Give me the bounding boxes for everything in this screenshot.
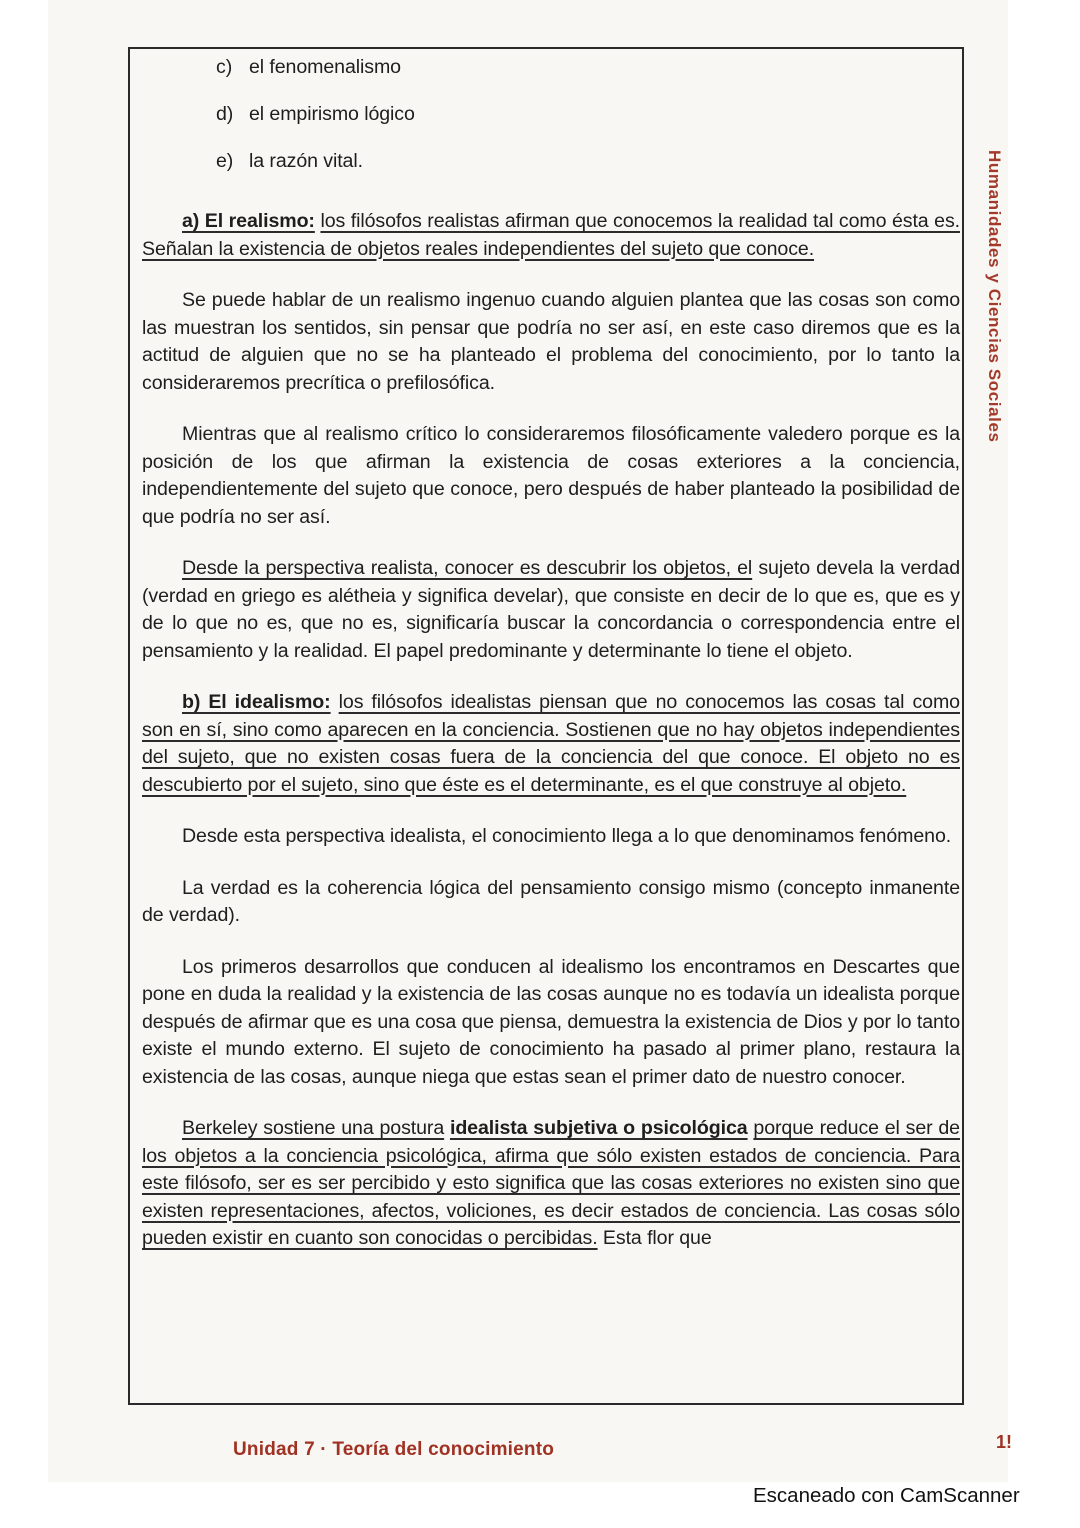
page-content (142, 50, 960, 1277)
list-item (216, 97, 960, 144)
footer-unit-title: Unidad 7 · Teoría del conocimiento (233, 1439, 555, 1460)
idealismo-heading: b) El idealismo: (182, 691, 331, 713)
berkeley-bold: idealista subjetiva o psicológica (449, 1117, 748, 1139)
realismo-definition: los filósofos realistas afirman que conocemos la realidad tal como ésta es. (320, 210, 960, 232)
paragraph-perspectiva-realista (142, 555, 960, 665)
paragraph-verdad: La verdad es la coherencia lógica del pensamiento consigo mismo (concepto inmanente de verdad). (142, 876, 960, 926)
list-text: el fenomenalismo (249, 56, 401, 78)
side-section-title: Humanidades y Ciencias Sociales (985, 150, 1004, 443)
list-text: la razón vital. (249, 150, 363, 172)
paragraph-idealismo (142, 689, 960, 799)
perspectiva-underlined: Desde la perspectiva realista, conocer es descubrir los objetos, el (182, 557, 753, 579)
berkeley-part2: porque reduce el ser de los objetos a la conciencia psicológica, afirma que sólo existen estados de conciencia. Para este filósofo, ser es ser percibido y esto significa que las cosas exteriores no existen sino que existen representaciones, afectos, voliciones, es decir estados de conciencia. Las cosas sólo pueden existir en cuanto son conocidas o percibidas. (142, 1117, 960, 1249)
list-letter: e) (216, 150, 234, 172)
realismo-heading: a) El realismo: (182, 210, 315, 232)
paragraph-realismo-ingenuo: Se puede hablar de un realismo ingenuo cuando alguien plantea que las cosas son como las muestran los sentidos, sin pensar que podría no ser así, en este caso diremos que es la actitud de alguien que no se ha planteado el problema del conocimiento, por lo tanto la consideraremos precrítica o prefilosófica. (142, 289, 960, 394)
paragraph-realismo-critico: Mientras que al realismo crítico lo consideraremos filosóficamente valedero porque es la posición de los que afirman la existencia de cosas exteriores a la conciencia, independientemente del sujeto que conoce, pero después de haber planteado la posibilidad de que podría no ser así. (142, 423, 960, 528)
list-item (216, 50, 960, 97)
realismo-objects: Señalan la existencia de objetos reales independientes del sujeto que conoce. (142, 237, 815, 260)
berkeley-part3: Esta flor que (602, 1227, 712, 1249)
paragraph-realismo (142, 208, 960, 263)
list-letter: c) (216, 56, 233, 78)
paragraph-descartes: Los primeros desarrollos que conducen al idealismo los encontramos en Descartes que pone en duda la realidad y la existencia de las cosas aunque no es todavía un idealista porque después de afirmar que es una cosa que piensa, demuestra la existencia de Dios y por lo tanto existe el mundo externo. El sujeto de conocimiento ha pasado al primer plano, restaura la existencia de las cosas, aunque niega que estas sean el primer dato de nuestro conocer. (142, 955, 960, 1088)
camscanner-watermark: Escaneado con CamScanner (753, 1484, 1020, 1507)
perspectiva-rest: sujeto devela la verdad (verdad en griego es alétheia y significa develar), que consiste en decir de lo que es, que es y de lo que no es, que no es, significaría buscar la concordancia o correspondencia entre el pensamiento y la realidad. El papel predominante y determinante lo tiene el objeto. (142, 557, 960, 662)
options-list (216, 50, 960, 191)
list-text: el empirismo lógico (249, 103, 415, 125)
paragraph-berkeley (142, 1115, 960, 1253)
list-letter: d) (216, 103, 234, 125)
berkeley-part1: Berkeley sostiene una postura (182, 1117, 445, 1139)
idealismo-definition: los filósofos idealistas piensan que no conocemos las cosas tal como son en sí, sino como aparecen en la conciencia. Sostienen que no hay objetos independientes del sujeto, que no existen cosas fuera de la conciencia del que conoce. El objeto no es descubierto por el sujeto, sino que éste es el determinante, es el que construye al objeto. (142, 691, 960, 796)
paragraph-fenomeno: Desde esta perspectiva idealista, el conocimiento llega a lo que denominamos fenómeno. (182, 825, 952, 847)
list-item (216, 144, 960, 191)
page-number: 1! (996, 1432, 1013, 1452)
